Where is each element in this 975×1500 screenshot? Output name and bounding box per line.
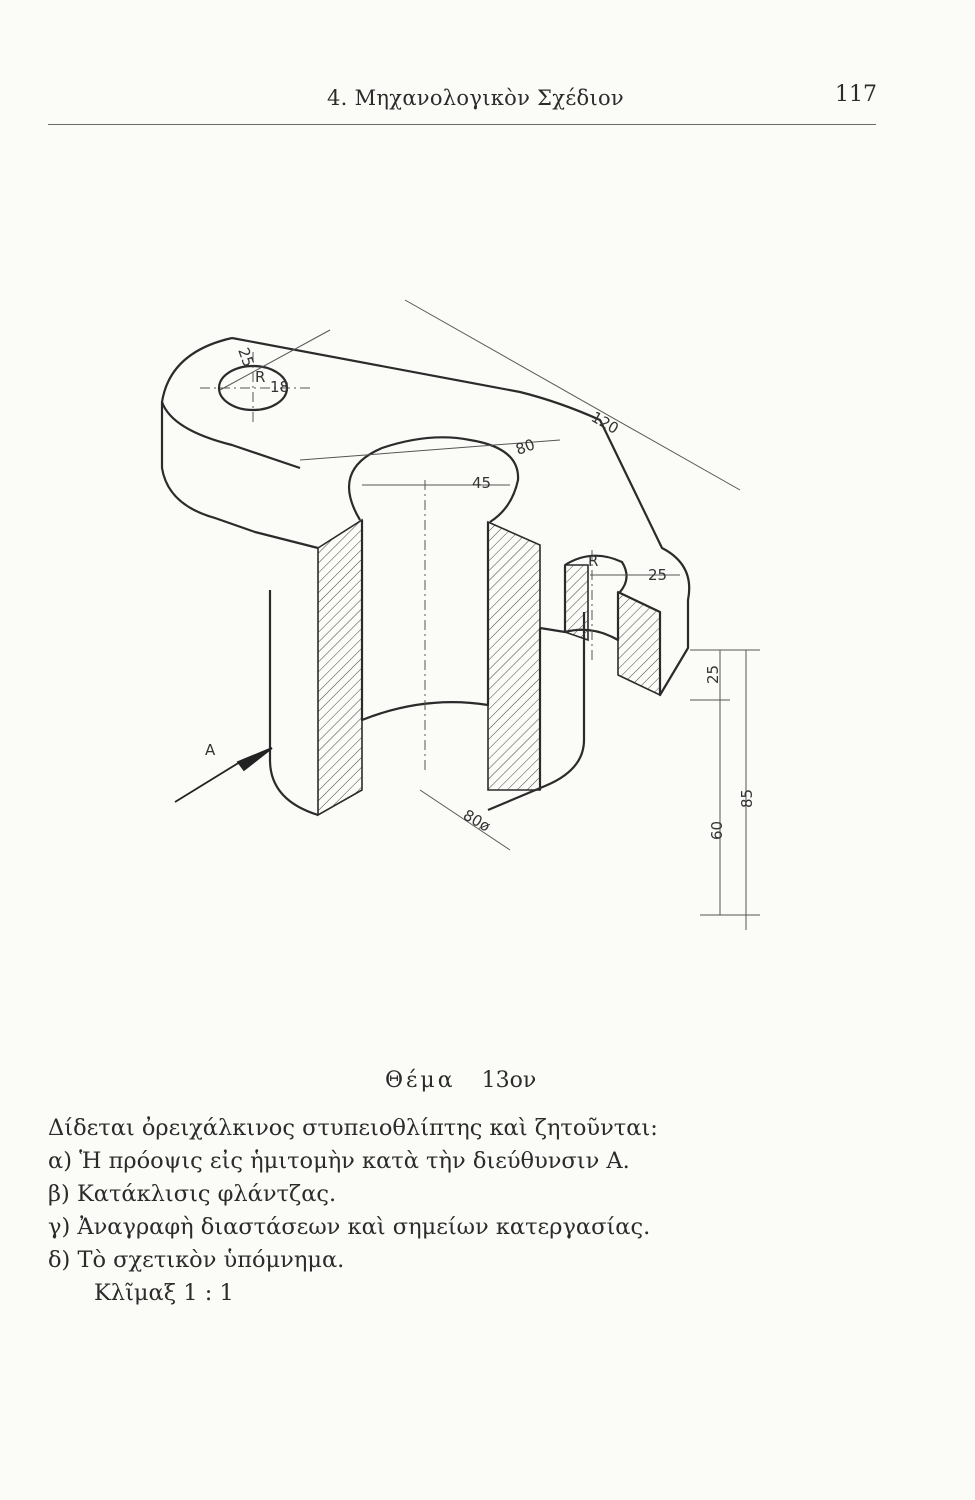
dim-label-slot-r: R	[588, 552, 599, 570]
boss-left-side	[270, 590, 318, 815]
dim-label-80-diameter: 80ø	[460, 805, 494, 836]
dim-label-60: 60	[708, 820, 726, 840]
section-left	[318, 520, 362, 815]
view-arrow-label: A	[205, 741, 216, 759]
exercise-item-c: γ) Ἀναγραφὴ διαστάσεων καὶ σημείων κατεργασίας.	[48, 1214, 651, 1240]
dim-label-120: 120	[588, 407, 622, 438]
dim-label-45: 45	[472, 474, 492, 492]
dim-label-hole-r: R	[255, 368, 266, 386]
exercise-item-a: α) Ἡ πρόοψις εἰς ἡμιτομὴν κατὰ τὴν διεύθυνσιν Α.	[48, 1148, 630, 1174]
step-line	[540, 628, 565, 632]
flange-left-top	[162, 338, 318, 548]
chapter-heading: 4. Μηχανολογικὸν Σχέδιον	[327, 86, 624, 110]
theme-number: 13ον	[481, 1068, 537, 1093]
dim-label-25-slot: 25	[648, 566, 668, 584]
dim-label-80: 80	[513, 435, 538, 459]
section-right	[488, 522, 540, 790]
dim-label-25-flange: 25	[704, 664, 722, 684]
exercise-text	[48, 1112, 658, 1310]
dim-label-18: 18	[270, 378, 290, 396]
dim-label-85: 85	[738, 788, 756, 808]
exercise-item-b: β) Κατάκλισις φλάντζας.	[48, 1181, 337, 1207]
section-flange	[565, 565, 588, 640]
page-number: 117	[835, 82, 877, 107]
flange-front-edge	[162, 402, 300, 468]
exercise-scale: Κλῖμαξ 1 : 1	[94, 1280, 234, 1306]
dim-120	[405, 300, 740, 490]
exercise-item-d: δ) Τὸ σχετικὸν ὑπόμνημα.	[48, 1247, 345, 1273]
theme-label: Θέμα	[385, 1068, 456, 1093]
exercise-intro: Δίδεται ὀρειχάλκινος στυπειοθλίπτης καὶ ζητοῦνται:	[48, 1115, 658, 1141]
section-slot	[618, 592, 660, 695]
view-arrow	[175, 748, 272, 802]
dim-label-25-hole: 25	[234, 345, 258, 370]
theme-title	[385, 1068, 536, 1093]
